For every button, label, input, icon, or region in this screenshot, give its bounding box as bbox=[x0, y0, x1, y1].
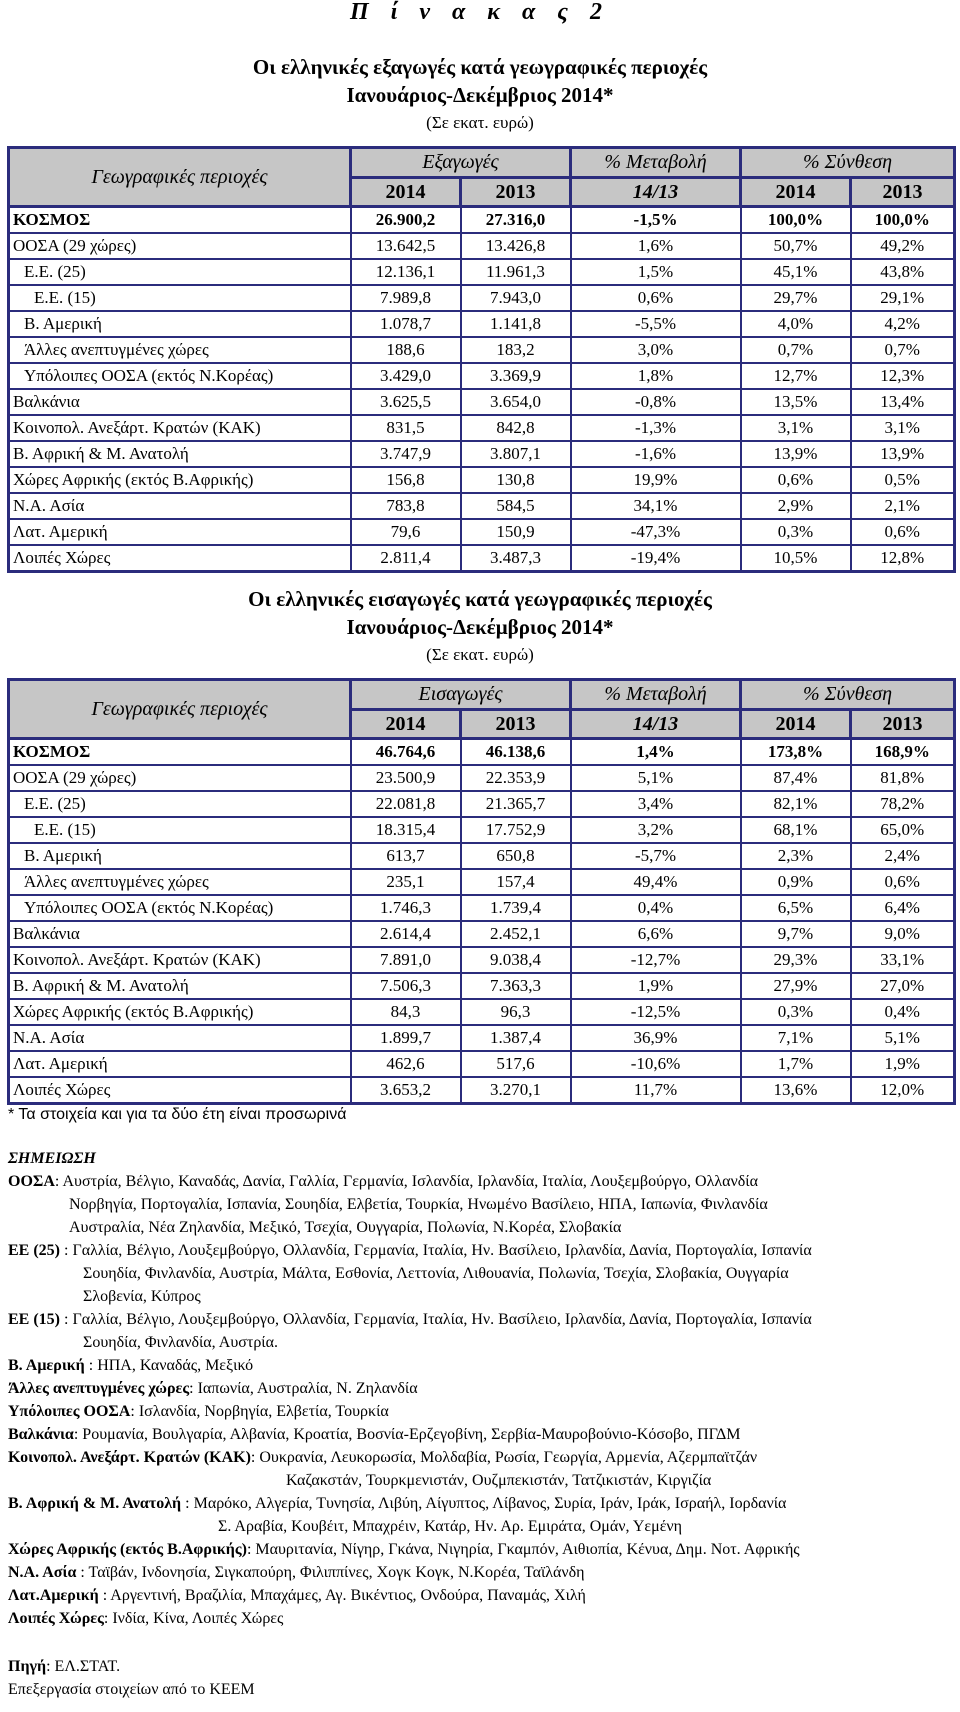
value-2013-cell: 9.038,4 bbox=[461, 947, 571, 973]
comp-2014-header: 2014 bbox=[741, 178, 851, 207]
value-2014-cell: 26.900,2 bbox=[351, 207, 461, 234]
exports-table bbox=[7, 146, 956, 573]
note-text: Σουηδία, Φινλανδία, Αυστρία, Μάλτα, Εσθονία, Λεττονία, Λιθουανία, Πολωνία, Τσεχία, Σλοβακία, Ουγγαρία bbox=[83, 1265, 789, 1282]
imports-period: Ιανουάριος-Δεκέμβριος 2014* bbox=[346, 615, 614, 639]
value-2014-cell: 13.642,5 bbox=[351, 233, 461, 259]
imports-unit: (Σε εκατ. ευρώ) bbox=[426, 645, 534, 664]
change-cell: 19,9% bbox=[571, 467, 741, 493]
value-2013-cell: 130,8 bbox=[461, 467, 571, 493]
region-cell: Λατ. Αμερική bbox=[9, 519, 351, 545]
change-cell: 11,7% bbox=[571, 1077, 741, 1104]
share-2014-cell: 1,7% bbox=[741, 1051, 851, 1077]
note-label: Λατ.Αμερική bbox=[8, 1587, 99, 1604]
table-row bbox=[9, 739, 955, 766]
value-2014-cell: 2.811,4 bbox=[351, 545, 461, 572]
note-label: Β. Αμερική bbox=[8, 1357, 85, 1374]
share-2013-cell: 12,8% bbox=[851, 545, 955, 572]
share-2013-cell: 12,3% bbox=[851, 363, 955, 389]
change-cell: 1,6% bbox=[571, 233, 741, 259]
region-header: Γεωγραφικές περιοχές bbox=[9, 680, 351, 739]
change-header: % Μεταβολή bbox=[571, 680, 741, 710]
note-text: : Ουκρανία, Λευκορωσία, Μολδαβία, Ρωσία, Γεωργία, Αρμενία, Αζερμπαϊτζάν bbox=[250, 1449, 758, 1466]
note-label: ΟΟΣΑ bbox=[8, 1173, 55, 1190]
change-cell: -12,5% bbox=[571, 999, 741, 1025]
region-cell: Ν.Α. Ασία bbox=[9, 493, 351, 519]
share-2014-cell: 6,5% bbox=[741, 895, 851, 921]
region-cell: Βαλκάνια bbox=[9, 921, 351, 947]
share-2014-cell: 2,9% bbox=[741, 493, 851, 519]
table-row bbox=[9, 311, 955, 337]
share-2014-cell: 0,9% bbox=[741, 869, 851, 895]
year-2014-header: 2014 bbox=[351, 178, 461, 207]
table-row bbox=[9, 337, 955, 363]
value-2014-cell: 23.500,9 bbox=[351, 765, 461, 791]
year-2013-header: 2013 bbox=[461, 710, 571, 739]
region-cell: Λοιπές Χώρες bbox=[9, 545, 351, 572]
table-row bbox=[9, 1051, 955, 1077]
region-cell: Κοινοπολ. Ανεξάρτ. Κρατών (ΚΑΚ) bbox=[9, 947, 351, 973]
value-2013-cell: 3.654,0 bbox=[461, 389, 571, 415]
value-2014-cell: 3.429,0 bbox=[351, 363, 461, 389]
region-cell: Άλλες ανεπτυγμένες χώρες bbox=[9, 869, 351, 895]
region-cell: Β. Αφρική & Μ. Ανατολή bbox=[9, 973, 351, 999]
note-label: Υπόλοιπες ΟΟΣΑ bbox=[8, 1403, 131, 1420]
change-cell: 1,8% bbox=[571, 363, 741, 389]
share-2013-cell: 4,2% bbox=[851, 311, 955, 337]
note-label: Λοιπές Χώρες bbox=[8, 1610, 104, 1627]
region-cell: Β. Αμερική bbox=[9, 311, 351, 337]
share-2014-cell: 7,1% bbox=[741, 1025, 851, 1051]
value-2013-cell: 183,2 bbox=[461, 337, 571, 363]
share-2014-cell: 87,4% bbox=[741, 765, 851, 791]
note-text: : Μαρόκο, Αλγερία, Τυνησία, Λιβύη, Αίγυπτος, Λίβανος, Συρία, Ιράν, Ιράκ, Ισραήλ, Ιορδανία bbox=[181, 1495, 787, 1512]
region-cell: Ε.Ε. (15) bbox=[9, 817, 351, 843]
table-row bbox=[9, 415, 955, 441]
value-2013-cell: 3.270,1 bbox=[461, 1077, 571, 1104]
note-text: : Ρουμανία, Βουλγαρία, Αλβανία, Κροατία, Βοσνία-Ερζεγοβίνη, Σερβία-Μαυροβούνιο-Κόσοβο, ΠΓΔΜ bbox=[73, 1426, 741, 1443]
share-2013-cell: 0,4% bbox=[851, 999, 955, 1025]
note-label: Ν.Α. Ασία bbox=[8, 1564, 77, 1581]
change-cell: -1,5% bbox=[571, 207, 741, 234]
table-row bbox=[9, 285, 955, 311]
share-2014-cell: 45,1% bbox=[741, 259, 851, 285]
share-2013-cell: 49,2% bbox=[851, 233, 955, 259]
table-row bbox=[9, 1025, 955, 1051]
share-2013-cell: 43,8% bbox=[851, 259, 955, 285]
value-2014-cell: 613,7 bbox=[351, 843, 461, 869]
flow-header: Εξαγωγές bbox=[351, 148, 571, 178]
value-2014-cell: 3.625,5 bbox=[351, 389, 461, 415]
value-2014-cell: 1.899,7 bbox=[351, 1025, 461, 1051]
share-2014-cell: 82,1% bbox=[741, 791, 851, 817]
note-label: Άλλες ανεπτυγμένες χώρες bbox=[8, 1380, 190, 1397]
change-cell: 3,2% bbox=[571, 817, 741, 843]
change-cell: -47,3% bbox=[571, 519, 741, 545]
value-2013-cell: 150,9 bbox=[461, 519, 571, 545]
table-row bbox=[9, 817, 955, 843]
share-2014-cell: 0,7% bbox=[741, 337, 851, 363]
value-2014-cell: 7.506,3 bbox=[351, 973, 461, 999]
change-cell: -5,5% bbox=[571, 311, 741, 337]
value-2014-cell: 1.746,3 bbox=[351, 895, 461, 921]
table-row bbox=[9, 467, 955, 493]
note-text: Σουηδία, Φινλανδία, Αυστρία. bbox=[83, 1334, 278, 1351]
note-label: Κοινοπολ. Ανεξάρτ. Κρατών (ΚΑΚ) bbox=[8, 1449, 251, 1466]
change-cell: 1,4% bbox=[571, 739, 741, 766]
value-2014-cell: 7.989,8 bbox=[351, 285, 461, 311]
share-2013-cell: 100,0% bbox=[851, 207, 955, 234]
share-2013-cell: 3,1% bbox=[851, 415, 955, 441]
exports-title: Οι ελληνικές εξαγωγές κατά γεωγραφικές περιοχές bbox=[252, 55, 708, 79]
value-2014-cell: 156,8 bbox=[351, 467, 461, 493]
region-cell: ΚΟΣΜΟΣ bbox=[9, 739, 351, 766]
table-row bbox=[9, 389, 955, 415]
share-2013-cell: 65,0% bbox=[851, 817, 955, 843]
value-2014-cell: 783,8 bbox=[351, 493, 461, 519]
change-cell: -10,6% bbox=[571, 1051, 741, 1077]
value-2013-cell: 96,3 bbox=[461, 999, 571, 1025]
note-text: : Ταϊβάν, Ινδονησία, Σιγκαπούρη, Φιλιππίνες, Χογκ Κογκ, Ν.Κορέα, Ταϊλάνδη bbox=[76, 1564, 585, 1581]
change-cell: 6,6% bbox=[571, 921, 741, 947]
value-2013-cell: 22.353,9 bbox=[461, 765, 571, 791]
provisional-footnote: * Τα στοιχεία και για τα δύο έτη είναι προσωρινά bbox=[8, 1106, 347, 1123]
value-2013-cell: 11.961,3 bbox=[461, 259, 571, 285]
note-text: Σ. Αραβία, Κουβέιτ, Μπαχρέιν, Κατάρ, Ην. Αρ. Εμιράτα, Ομάν, Υεμένη bbox=[218, 1518, 683, 1535]
comp-2013-header: 2013 bbox=[851, 178, 955, 207]
notes-heading: ΣΗΜΕΙΩΣΗ bbox=[8, 1150, 96, 1167]
share-2013-cell: 33,1% bbox=[851, 947, 955, 973]
value-2013-cell: 27.316,0 bbox=[461, 207, 571, 234]
region-cell: ΟΟΣΑ (29 χώρες) bbox=[9, 233, 351, 259]
composition-header: % Σύνθεση bbox=[741, 148, 955, 178]
note-text: Σλοβενία, Κύπρος bbox=[83, 1288, 201, 1305]
note-text: : Ιαπωνία, Αυστραλία, Ν. Ζηλανδία bbox=[189, 1380, 418, 1397]
table-row bbox=[9, 233, 955, 259]
share-2014-cell: 2,3% bbox=[741, 843, 851, 869]
share-2014-cell: 27,9% bbox=[741, 973, 851, 999]
region-cell: Λοιπές Χώρες bbox=[9, 1077, 351, 1104]
note-text: Νορβηγία, Πορτογαλία, Ισπανία, Σουηδία, Ελβετία, Τουρκία, Ηνωμένο Βασίλειο, ΗΠΑ, Ιαπωνία, Φινλανδία bbox=[69, 1196, 768, 1213]
source-section bbox=[8, 1655, 255, 1701]
share-2013-cell: 6,4% bbox=[851, 895, 955, 921]
change-cell: 5,1% bbox=[571, 765, 741, 791]
region-cell: Β. Αμερική bbox=[9, 843, 351, 869]
note-text: : Γαλλία, Βέλγιο, Λουξεμβούργο, Ολλανδία, Γερμανία, Ιταλία, Ην. Βασίλειο, Ιρλανδία, Δανία, Πορτογαλία, Ισπανία bbox=[60, 1311, 812, 1328]
composition-header: % Σύνθεση bbox=[741, 680, 955, 710]
share-2013-cell: 1,9% bbox=[851, 1051, 955, 1077]
share-2013-cell: 13,4% bbox=[851, 389, 955, 415]
value-2013-cell: 17.752,9 bbox=[461, 817, 571, 843]
value-2013-cell: 1.387,4 bbox=[461, 1025, 571, 1051]
note-label: Βαλκάνια bbox=[8, 1426, 74, 1443]
share-2014-cell: 12,7% bbox=[741, 363, 851, 389]
table-row bbox=[9, 895, 955, 921]
year-2014-header: 2014 bbox=[351, 710, 461, 739]
note-text: Αυστραλία, Νέα Ζηλανδία, Μεξικό, Τσεχία, Ουγγαρία, Πολωνία, Ν.Κορέα, Σλοβακία bbox=[69, 1219, 622, 1236]
share-2013-cell: 13,9% bbox=[851, 441, 955, 467]
region-cell: Βαλκάνια bbox=[9, 389, 351, 415]
region-cell: Υπόλοιπες ΟΟΣΑ (εκτός Ν.Κορέας) bbox=[9, 895, 351, 921]
region-cell: Ν.Α. Ασία bbox=[9, 1025, 351, 1051]
share-2013-cell: 27,0% bbox=[851, 973, 955, 999]
region-cell: Ε.Ε. (15) bbox=[9, 285, 351, 311]
share-2013-cell: 168,9% bbox=[851, 739, 955, 766]
table-row bbox=[9, 1077, 955, 1104]
note-label: ΕΕ (25) bbox=[8, 1242, 60, 1259]
share-2014-cell: 3,1% bbox=[741, 415, 851, 441]
value-2014-cell: 235,1 bbox=[351, 869, 461, 895]
imports-title: Οι ελληνικές εισαγωγές κατά γεωγραφικές περιοχές bbox=[248, 587, 712, 611]
value-2014-cell: 188,6 bbox=[351, 337, 461, 363]
value-2013-cell: 517,6 bbox=[461, 1051, 571, 1077]
share-2013-cell: 78,2% bbox=[851, 791, 955, 817]
change-cell: 34,1% bbox=[571, 493, 741, 519]
change-cell: 36,9% bbox=[571, 1025, 741, 1051]
region-cell: Χώρες Αφρικής (εκτός Β.Αφρικής) bbox=[9, 467, 351, 493]
share-2014-cell: 29,7% bbox=[741, 285, 851, 311]
share-2014-cell: 4,0% bbox=[741, 311, 851, 337]
share-2014-cell: 13,9% bbox=[741, 441, 851, 467]
change-cell: -12,7% bbox=[571, 947, 741, 973]
share-2014-cell: 0,6% bbox=[741, 467, 851, 493]
change-cell: 0,6% bbox=[571, 285, 741, 311]
note-text: : Αυστρία, Βέλγιο, Καναδάς, Δανία, Γαλλία, Γερμανία, Ισλανδία, Ιρλανδία, Ιταλία, Λουξεμβούργο, Ολλανδία bbox=[54, 1173, 758, 1190]
imports-table bbox=[7, 678, 956, 1105]
change-header: % Μεταβολή bbox=[571, 148, 741, 178]
change-cell: -0,8% bbox=[571, 389, 741, 415]
value-2014-cell: 462,6 bbox=[351, 1051, 461, 1077]
value-2014-cell: 46.764,6 bbox=[351, 739, 461, 766]
share-2013-cell: 5,1% bbox=[851, 1025, 955, 1051]
region-cell: Β. Αφρική & Μ. Ανατολή bbox=[9, 441, 351, 467]
region-cell: ΟΟΣΑ (29 χώρες) bbox=[9, 765, 351, 791]
value-2013-cell: 7.943,0 bbox=[461, 285, 571, 311]
table-row bbox=[9, 869, 955, 895]
share-2014-cell: 0,3% bbox=[741, 999, 851, 1025]
value-2013-cell: 3.487,3 bbox=[461, 545, 571, 572]
value-2013-cell: 650,8 bbox=[461, 843, 571, 869]
change-cell: -1,6% bbox=[571, 441, 741, 467]
change-cell: 3,4% bbox=[571, 791, 741, 817]
region-cell: Ε.Ε. (25) bbox=[9, 791, 351, 817]
value-2014-cell: 3.747,9 bbox=[351, 441, 461, 467]
note-text: : Αργεντινή, Βραζιλία, Μπαχάμες, Αγ. Βικέντιος, Ονδούρα, Παναμάς, Χιλή bbox=[98, 1587, 586, 1604]
table-row bbox=[9, 973, 955, 999]
region-cell: Υπόλοιπες ΟΟΣΑ (εκτός Ν.Κορέας) bbox=[9, 363, 351, 389]
table-row bbox=[9, 921, 955, 947]
note-text: : ΗΠΑ, Καναδάς, Μεξικό bbox=[84, 1357, 254, 1374]
table-row bbox=[9, 545, 955, 572]
table-row bbox=[9, 947, 955, 973]
share-2014-cell: 9,7% bbox=[741, 921, 851, 947]
region-cell: Άλλες ανεπτυγμένες χώρες bbox=[9, 337, 351, 363]
comp-2014-header: 2014 bbox=[741, 710, 851, 739]
value-2014-cell: 2.614,4 bbox=[351, 921, 461, 947]
note-text: : Μαυριτανία, Νίγηρ, Γκάνα, Νιγηρία, Γκαμπόν, Αιθιοπία, Κένυα, Δημ. Νοτ. Αφρικής bbox=[246, 1541, 800, 1558]
table-row bbox=[9, 765, 955, 791]
share-2014-cell: 0,3% bbox=[741, 519, 851, 545]
source-label: Πηγή bbox=[8, 1658, 47, 1675]
value-2014-cell: 12.136,1 bbox=[351, 259, 461, 285]
region-cell: ΚΟΣΜΟΣ bbox=[9, 207, 351, 234]
share-2013-cell: 2,1% bbox=[851, 493, 955, 519]
value-2013-cell: 584,5 bbox=[461, 493, 571, 519]
share-2013-cell: 9,0% bbox=[851, 921, 955, 947]
value-2013-cell: 157,4 bbox=[461, 869, 571, 895]
share-2014-cell: 29,3% bbox=[741, 947, 851, 973]
exports-unit: (Σε εκατ. ευρώ) bbox=[426, 113, 534, 132]
table-row bbox=[9, 363, 955, 389]
change-cell: 0,4% bbox=[571, 895, 741, 921]
share-2013-cell: 12,0% bbox=[851, 1077, 955, 1104]
page-heading: Π ί ν α κ α ς 2 bbox=[350, 0, 610, 25]
share-2013-cell: 0,7% bbox=[851, 337, 955, 363]
processing-text: Επεξεργασία στοιχείων από το ΚΕΕΜ bbox=[8, 1681, 255, 1698]
change-cell: 1,5% bbox=[571, 259, 741, 285]
share-2014-cell: 173,8% bbox=[741, 739, 851, 766]
table-row bbox=[9, 493, 955, 519]
region-header: Γεωγραφικές περιοχές bbox=[9, 148, 351, 207]
region-cell: Λατ. Αμερική bbox=[9, 1051, 351, 1077]
table-row bbox=[9, 999, 955, 1025]
share-2013-cell: 2,4% bbox=[851, 843, 955, 869]
value-2013-cell: 3.807,1 bbox=[461, 441, 571, 467]
value-2014-cell: 3.653,2 bbox=[351, 1077, 461, 1104]
share-2014-cell: 50,7% bbox=[741, 233, 851, 259]
value-2013-cell: 3.369,9 bbox=[461, 363, 571, 389]
note-label: Β. Αφρική & Μ. Ανατολή bbox=[8, 1495, 182, 1512]
region-cell: Ε.Ε. (25) bbox=[9, 259, 351, 285]
value-2013-cell: 842,8 bbox=[461, 415, 571, 441]
share-2014-cell: 10,5% bbox=[741, 545, 851, 572]
table-row bbox=[9, 259, 955, 285]
change-period-header: 14/13 bbox=[571, 178, 741, 207]
table-row bbox=[9, 843, 955, 869]
value-2014-cell: 84,3 bbox=[351, 999, 461, 1025]
region-cell: Χώρες Αφρικής (εκτός Β.Αφρικής) bbox=[9, 999, 351, 1025]
value-2014-cell: 831,5 bbox=[351, 415, 461, 441]
share-2014-cell: 13,6% bbox=[741, 1077, 851, 1104]
note-text: : Ινδία, Κίνα, Λοιπές Χώρες bbox=[103, 1610, 284, 1627]
table-row bbox=[9, 791, 955, 817]
note-text: : Γαλλία, Βέλγιο, Λουξεμβούργο, Ολλανδία, Γερμανία, Ιταλία, Ην. Βασίλειο, Ιρλανδία, Δανία, Πορτογαλία, Ισπανία bbox=[60, 1242, 812, 1259]
table-row bbox=[9, 207, 955, 234]
change-cell: -19,4% bbox=[571, 545, 741, 572]
value-2014-cell: 79,6 bbox=[351, 519, 461, 545]
change-cell: -5,7% bbox=[571, 843, 741, 869]
table-row bbox=[9, 441, 955, 467]
change-cell: 3,0% bbox=[571, 337, 741, 363]
change-cell: 1,9% bbox=[571, 973, 741, 999]
notes-section bbox=[8, 1147, 953, 1630]
value-2013-cell: 7.363,3 bbox=[461, 973, 571, 999]
year-2013-header: 2013 bbox=[461, 178, 571, 207]
exports-period: Ιανουάριος-Δεκέμβριος 2014* bbox=[346, 83, 614, 107]
share-2014-cell: 100,0% bbox=[741, 207, 851, 234]
share-2013-cell: 29,1% bbox=[851, 285, 955, 311]
share-2013-cell: 0,6% bbox=[851, 869, 955, 895]
value-2013-cell: 2.452,1 bbox=[461, 921, 571, 947]
share-2014-cell: 68,1% bbox=[741, 817, 851, 843]
note-text: : Ισλανδία, Νορβηγία, Ελβετία, Τουρκία bbox=[130, 1403, 389, 1420]
share-2013-cell: 0,6% bbox=[851, 519, 955, 545]
change-cell: 49,4% bbox=[571, 869, 741, 895]
note-text: Καζακστάν, Τουρκμενιστάν, Ουζμπεκιστάν, Τατζικιστάν, Κιργιζία bbox=[286, 1472, 712, 1489]
value-2014-cell: 1.078,7 bbox=[351, 311, 461, 337]
source-text: : ΕΛ.ΣΤΑΤ. bbox=[46, 1658, 121, 1675]
value-2014-cell: 22.081,8 bbox=[351, 791, 461, 817]
value-2014-cell: 18.315,4 bbox=[351, 817, 461, 843]
change-cell: -1,3% bbox=[571, 415, 741, 441]
value-2013-cell: 1.141,8 bbox=[461, 311, 571, 337]
share-2013-cell: 81,8% bbox=[851, 765, 955, 791]
change-period-header: 14/13 bbox=[571, 710, 741, 739]
table-row bbox=[9, 519, 955, 545]
value-2013-cell: 46.138,6 bbox=[461, 739, 571, 766]
region-cell: Κοινοπολ. Ανεξάρτ. Κρατών (ΚΑΚ) bbox=[9, 415, 351, 441]
value-2014-cell: 7.891,0 bbox=[351, 947, 461, 973]
share-2014-cell: 13,5% bbox=[741, 389, 851, 415]
value-2013-cell: 13.426,8 bbox=[461, 233, 571, 259]
note-label: Χώρες Αφρικής (εκτός Β.Αφρικής) bbox=[8, 1541, 247, 1558]
comp-2013-header: 2013 bbox=[851, 710, 955, 739]
flow-header: Εισαγωγές bbox=[351, 680, 571, 710]
share-2013-cell: 0,5% bbox=[851, 467, 955, 493]
value-2013-cell: 1.739,4 bbox=[461, 895, 571, 921]
value-2013-cell: 21.365,7 bbox=[461, 791, 571, 817]
note-label: ΕΕ (15) bbox=[8, 1311, 60, 1328]
